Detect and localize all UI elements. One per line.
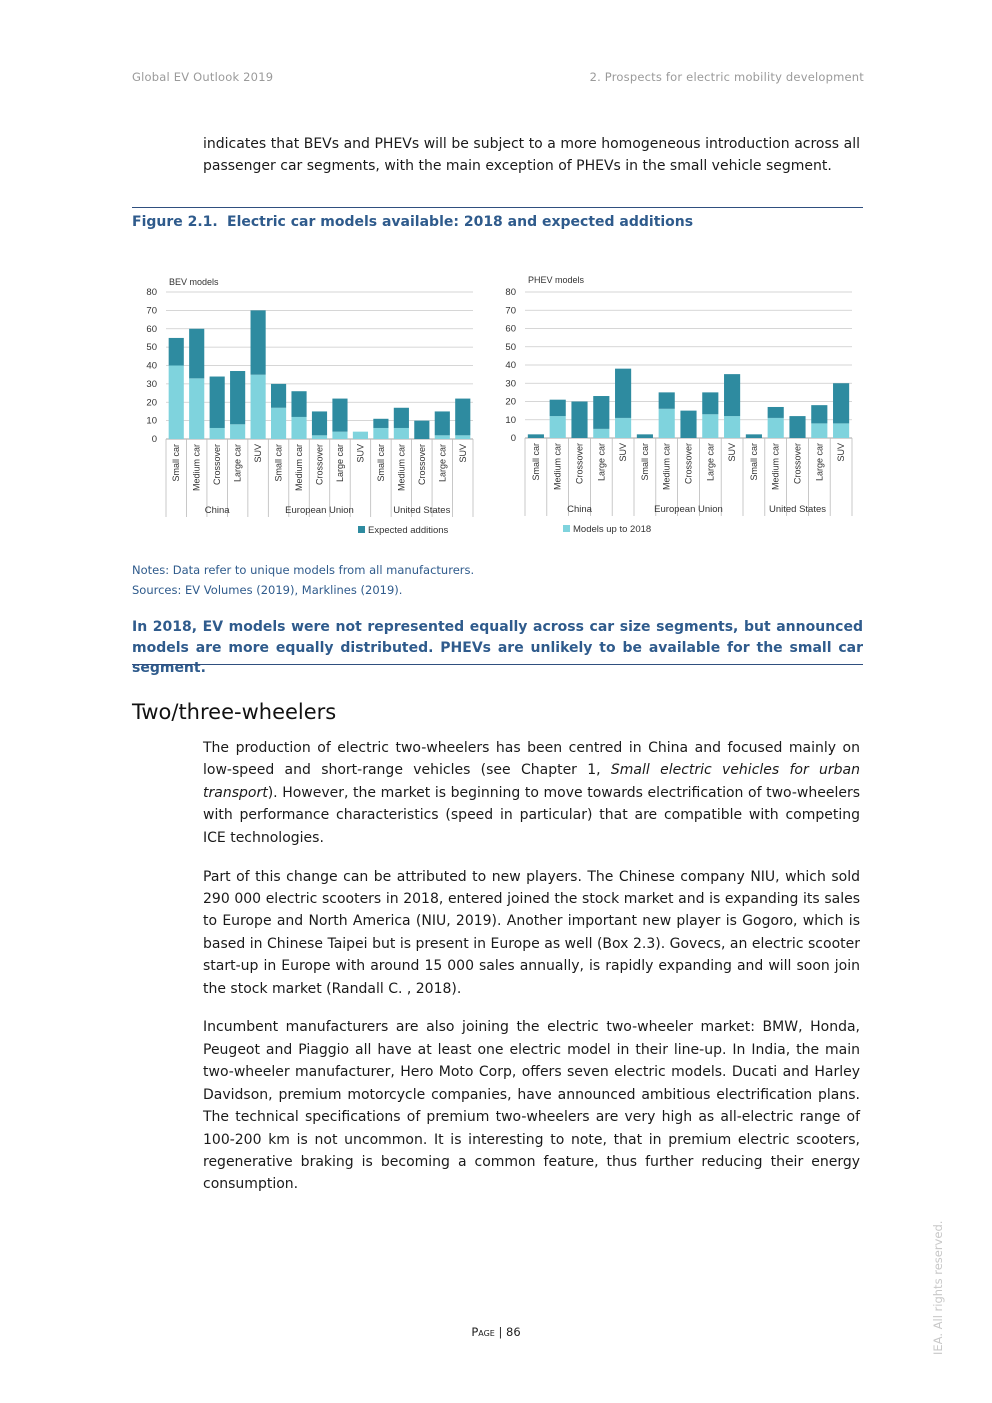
notes-text: Notes: Data refer to unique models from all manufacturers. — [132, 563, 475, 577]
bar-segment — [189, 378, 204, 439]
bar-segment — [291, 417, 306, 439]
bar-segment — [659, 392, 675, 408]
bar-segment — [271, 408, 286, 439]
group-label: United States — [768, 504, 827, 515]
group-label: United States — [393, 505, 451, 516]
figure-title: Electric car models available: 2018 and expected additions — [227, 214, 694, 230]
bar-segment — [435, 411, 450, 435]
category-label: SUV — [836, 443, 847, 462]
bar-segment — [833, 383, 849, 423]
category-label: Large car — [705, 443, 716, 482]
y-tick-label: 80 — [505, 287, 516, 298]
bar-segment — [724, 416, 740, 438]
bar-segment — [455, 399, 470, 436]
category-label: SUV — [355, 444, 366, 463]
bar-segment — [615, 418, 631, 438]
bar-segment — [230, 424, 245, 439]
category-label: SUV — [457, 444, 468, 463]
bar-segment — [394, 408, 409, 428]
category-label: SUV — [727, 443, 738, 462]
bar-segment — [251, 310, 266, 374]
bar-segment — [724, 374, 740, 416]
figure-bottom-rule — [132, 664, 863, 665]
bar-segment — [394, 428, 409, 439]
bar-segment — [169, 338, 184, 366]
page-word: Page — [471, 1325, 495, 1339]
legend-swatch — [563, 525, 570, 532]
bar-segment — [332, 399, 347, 432]
y-tick-label: 0 — [510, 433, 516, 444]
category-label: Small car — [530, 443, 541, 481]
group-label: China — [567, 504, 592, 515]
y-tick-label: 60 — [146, 323, 157, 335]
group-label: China — [204, 505, 230, 516]
bar-segment — [528, 434, 544, 438]
y-tick-label: 50 — [505, 341, 516, 353]
group-label: European Union — [654, 504, 723, 515]
page-number: 86 — [506, 1325, 521, 1339]
category-label: Large car — [596, 443, 607, 482]
y-tick-label: 20 — [505, 396, 516, 408]
bar-segment — [637, 434, 653, 438]
bar-segment — [768, 418, 784, 438]
category-label: Crossover — [212, 444, 223, 486]
y-tick-label: 0 — [151, 434, 157, 445]
category-label: Small car — [171, 444, 182, 482]
bar-segment — [414, 421, 429, 439]
bar-segment — [291, 391, 306, 417]
bar-segment — [789, 416, 805, 438]
category-label: SUV — [253, 444, 264, 463]
category-label: Crossover — [416, 444, 427, 486]
bar-segment — [746, 434, 762, 438]
category-label: Large car — [334, 444, 345, 483]
bar-segment — [593, 429, 609, 438]
bar-segment — [550, 416, 566, 438]
y-tick-label: 30 — [146, 378, 157, 390]
running-header-chapter: 2. Prospects for electric mobility development — [589, 70, 864, 84]
category-label: Crossover — [574, 443, 585, 485]
bar-segment — [373, 428, 388, 439]
bar-segment — [615, 369, 631, 418]
bar-segment — [833, 423, 849, 438]
bar-segment — [702, 414, 718, 438]
chart-title: PHEV models — [528, 275, 585, 285]
bar-segment — [435, 435, 450, 439]
category-label: Large car — [437, 444, 448, 483]
category-label: Small car — [375, 444, 386, 482]
bar-segment — [251, 375, 266, 439]
figure-takeaway: In 2018, EV models were not represented equally across car size segments, but announced models are more equally distributed. PHEVs are unlikely to be available for the small car segment. — [132, 619, 863, 676]
category-label: Medium car — [294, 444, 305, 492]
body-text — [203, 737, 860, 1212]
figure-top-rule — [132, 207, 863, 208]
paragraph-1: The production of electric two-wheelers has been centred in China and focused mainly on low-speed and short-range vehicles (see Chapter 1, Small electric vehicles for urban transport). However, the market is beginning to move towards electrification of two-wheelers with performance characteristics (speed in particular) that are compatible with competing ICE technologies. — [203, 740, 861, 846]
bar-segment — [353, 432, 368, 439]
bar-segment — [271, 384, 286, 408]
bar-segment — [189, 329, 204, 379]
category-label: Crossover — [792, 443, 803, 485]
y-tick-label: 20 — [146, 397, 157, 409]
group-label: European Union — [285, 505, 354, 516]
bar-segment — [680, 411, 696, 438]
bar-segment — [230, 371, 245, 424]
category-label: Small car — [748, 443, 759, 481]
category-label: Small car — [639, 443, 650, 481]
figure-notes — [132, 560, 474, 600]
y-tick-label: 60 — [505, 323, 516, 335]
bar-segment — [312, 411, 327, 435]
y-tick-label: 40 — [505, 360, 516, 371]
running-header-title: Global EV Outlook 2019 — [132, 70, 274, 84]
legend-label: Expected additions — [368, 525, 449, 536]
intro-paragraph: indicates that BEVs and PHEVs will be subject to a more homogeneous introduction across all passenger car segments, with the main exception of PHEVs in the small vehicle segment. — [203, 136, 860, 175]
bar-segment — [455, 435, 470, 439]
y-tick-label: 80 — [146, 287, 157, 298]
category-label: Large car — [232, 444, 243, 483]
bar-segment — [373, 419, 388, 428]
category-label: Medium car — [770, 443, 781, 491]
bar-segment — [571, 402, 587, 439]
figure-caption — [132, 214, 693, 230]
bar-segment — [332, 432, 347, 439]
paragraph-3: Incumbent manufacturers are also joining the electric two-wheeler market: BMW, Honda, Peugeot and Piaggio all have at least one electric model in their line-up. In India, the main two-wheeler manufacturer, Hero Moto Corp, offers seven electric models. Ducati and Harley Davidson, premium motorcycle companies, have announced ambitious electrification plans. The technical specifications of premium two-wheelers are very high as all-electric range of 100-200 km is not uncommon. It is interesting to note, that in premium electric scooters, regenerative braking is becoming a common feature, thus further reducing their energy consumption. — [203, 1019, 860, 1193]
bar-segment — [210, 428, 225, 439]
bar-segment — [593, 396, 609, 429]
bar-segment — [702, 392, 718, 414]
category-label: Crossover — [683, 443, 694, 485]
sources-text: Sources: EV Volumes (2019), Marklines (2019). — [132, 583, 403, 597]
y-tick-label: 10 — [505, 414, 516, 426]
bar-segment — [312, 435, 327, 439]
category-label: Medium car — [396, 444, 407, 492]
paragraph-2: Part of this change can be attributed to new players. The Chinese company NIU, which sold 290 000 electric scooters in 2018, entered joined the stock market and is expanding its sales to Europe and North America (NIU, 2019). Another important new player is Gogoro, which is based in Chinese Taipei but is present in Europe as well (Box 2.3). Govecs, an electric scooter start-up in Europe with around 15 000 sales annually, is rapidly expanding and will soon join the stock market (Randall C. , 2018). — [203, 868, 860, 997]
bar-segment — [210, 377, 225, 428]
y-tick-label: 70 — [505, 305, 516, 317]
y-tick-label: 10 — [146, 415, 157, 427]
y-tick-label: 50 — [146, 342, 157, 354]
figure-charts — [132, 262, 862, 552]
y-tick-label: 30 — [505, 378, 516, 390]
legend-label: Models up to 2018 — [573, 524, 652, 535]
bar-segment — [811, 405, 827, 423]
section-heading: Two/three-wheelers — [132, 700, 337, 724]
bar-segment — [811, 423, 827, 438]
category-label: Large car — [814, 443, 825, 482]
bar-segment — [169, 366, 184, 440]
chart-title: BEV models — [169, 277, 219, 287]
figure-number: Figure 2.1. — [132, 214, 218, 230]
category-label: Crossover — [314, 444, 325, 486]
category-label: Medium car — [191, 444, 202, 492]
page-footer: Page | 86 — [471, 1325, 521, 1339]
y-tick-label: 70 — [146, 305, 157, 317]
category-label: SUV — [618, 442, 629, 462]
category-label: Medium car — [661, 443, 672, 491]
copyright-notice: IEA. All rights reserved. — [931, 1220, 945, 1355]
bar-segment — [768, 407, 784, 418]
bar-segment — [659, 409, 675, 438]
legend-swatch — [358, 526, 365, 533]
category-label: Medium car — [552, 443, 563, 491]
bar-segment — [550, 400, 566, 416]
category-label: Small car — [273, 444, 284, 482]
y-tick-label: 40 — [146, 360, 157, 372]
